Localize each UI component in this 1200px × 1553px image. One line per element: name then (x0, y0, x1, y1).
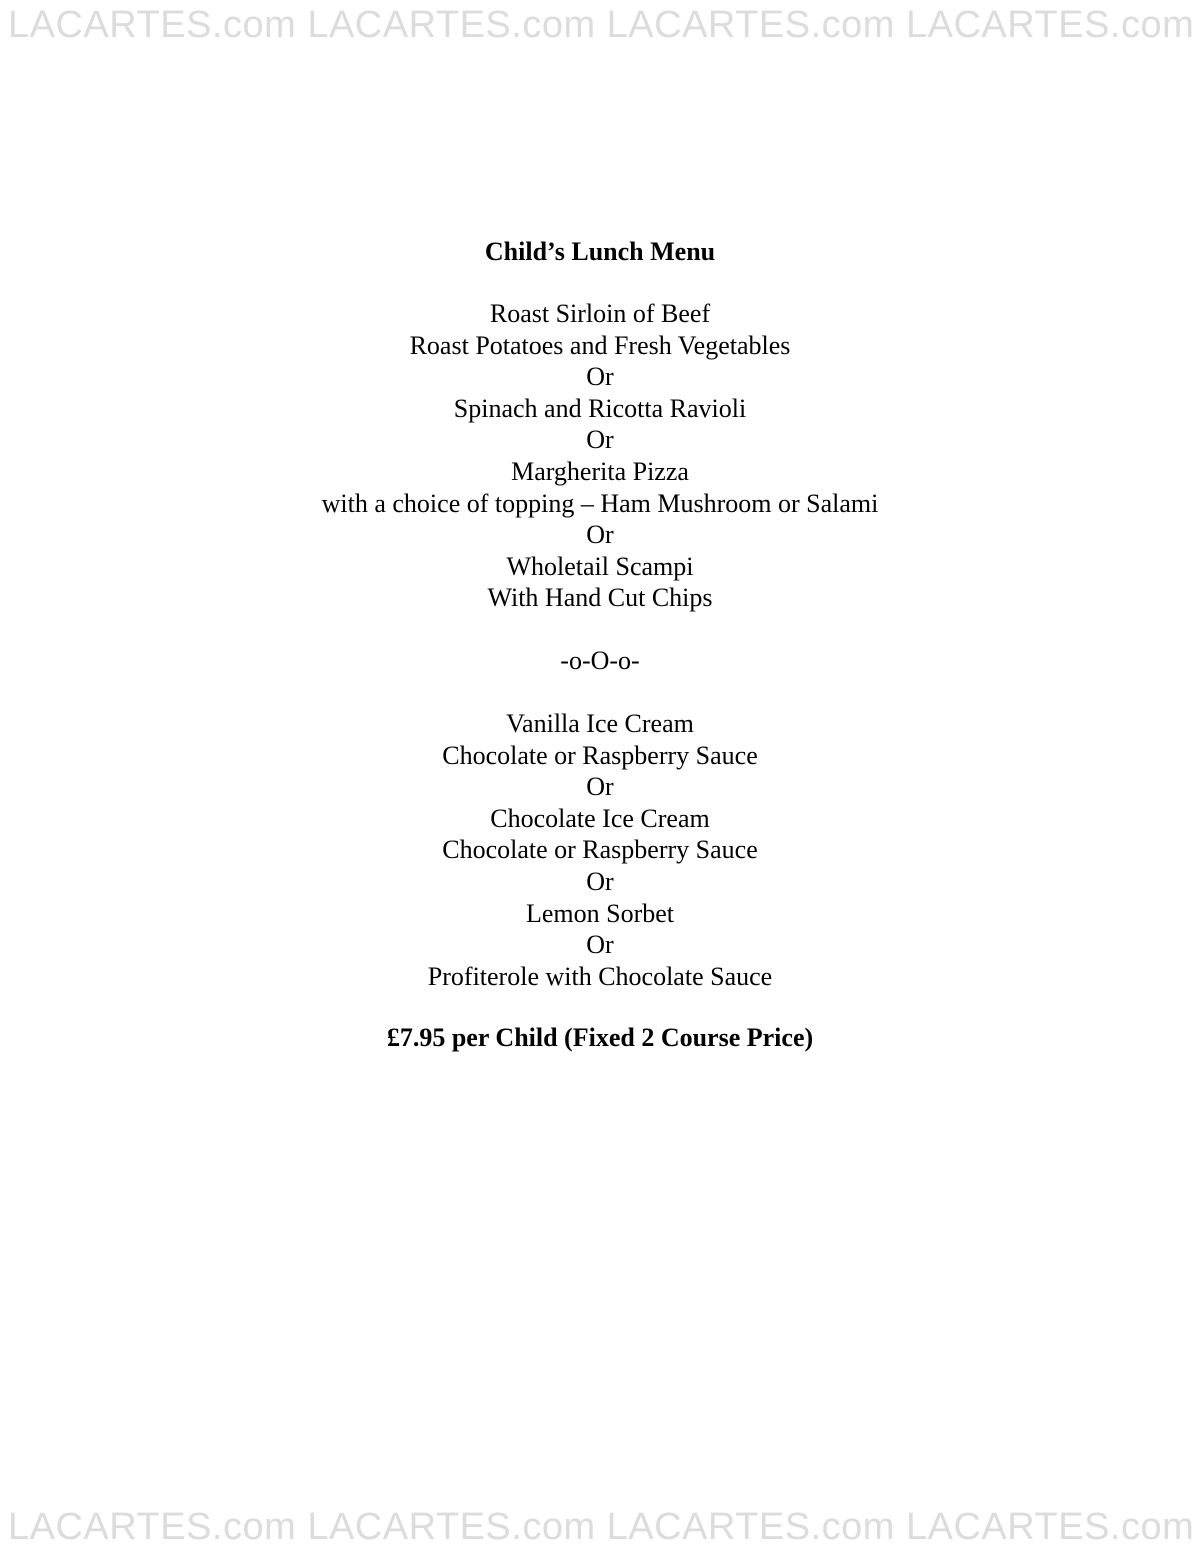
or-separator: Or (586, 772, 614, 802)
or-separator: Or (586, 866, 614, 896)
watermark-bottom: LACARTES.com LACARTES.com LACARTES.com LACARTES.com (8, 1506, 1195, 1548)
dessert-item: Lemon Sorbet (525, 898, 675, 928)
main-item: Margherita Pizza (511, 456, 689, 486)
or-separator: Or (586, 362, 614, 392)
or-separator: Or (586, 425, 614, 455)
mains-section (0, 298, 1200, 614)
course-divider: -o-O-o- (560, 645, 640, 675)
dessert-item: Chocolate or Raspberry Sauce (442, 835, 758, 865)
watermark-top: LACARTES.com LACARTES.com LACARTES.com LACARTES.com (8, 4, 1195, 46)
menu-title: Child’s Lunch Menu (484, 237, 716, 266)
dessert-item: Profiterole with Chocolate Sauce (427, 961, 773, 991)
menu-price: £7.95 per Child (Fixed 2 Course Price) (386, 1023, 814, 1053)
main-item: Roast Potatoes and Fresh Vegetables (409, 330, 791, 360)
dessert-item: Chocolate Ice Cream (490, 803, 710, 833)
desserts-section (0, 708, 1200, 992)
main-item: Spinach and Ricotta Ravioli (453, 393, 747, 423)
menu-document (0, 236, 1200, 1054)
main-item: Wholetail Scampi (506, 551, 694, 581)
or-separator: Or (586, 520, 614, 550)
main-item: Roast Sirloin of Beef (489, 299, 711, 328)
dessert-item: Chocolate or Raspberry Sauce (442, 740, 758, 770)
main-item: with a choice of topping – Ham Mushroom or Salami (321, 488, 879, 518)
or-separator: Or (586, 930, 614, 960)
dessert-item: Vanilla Ice Cream (506, 708, 694, 738)
main-item: With Hand Cut Chips (487, 583, 713, 613)
